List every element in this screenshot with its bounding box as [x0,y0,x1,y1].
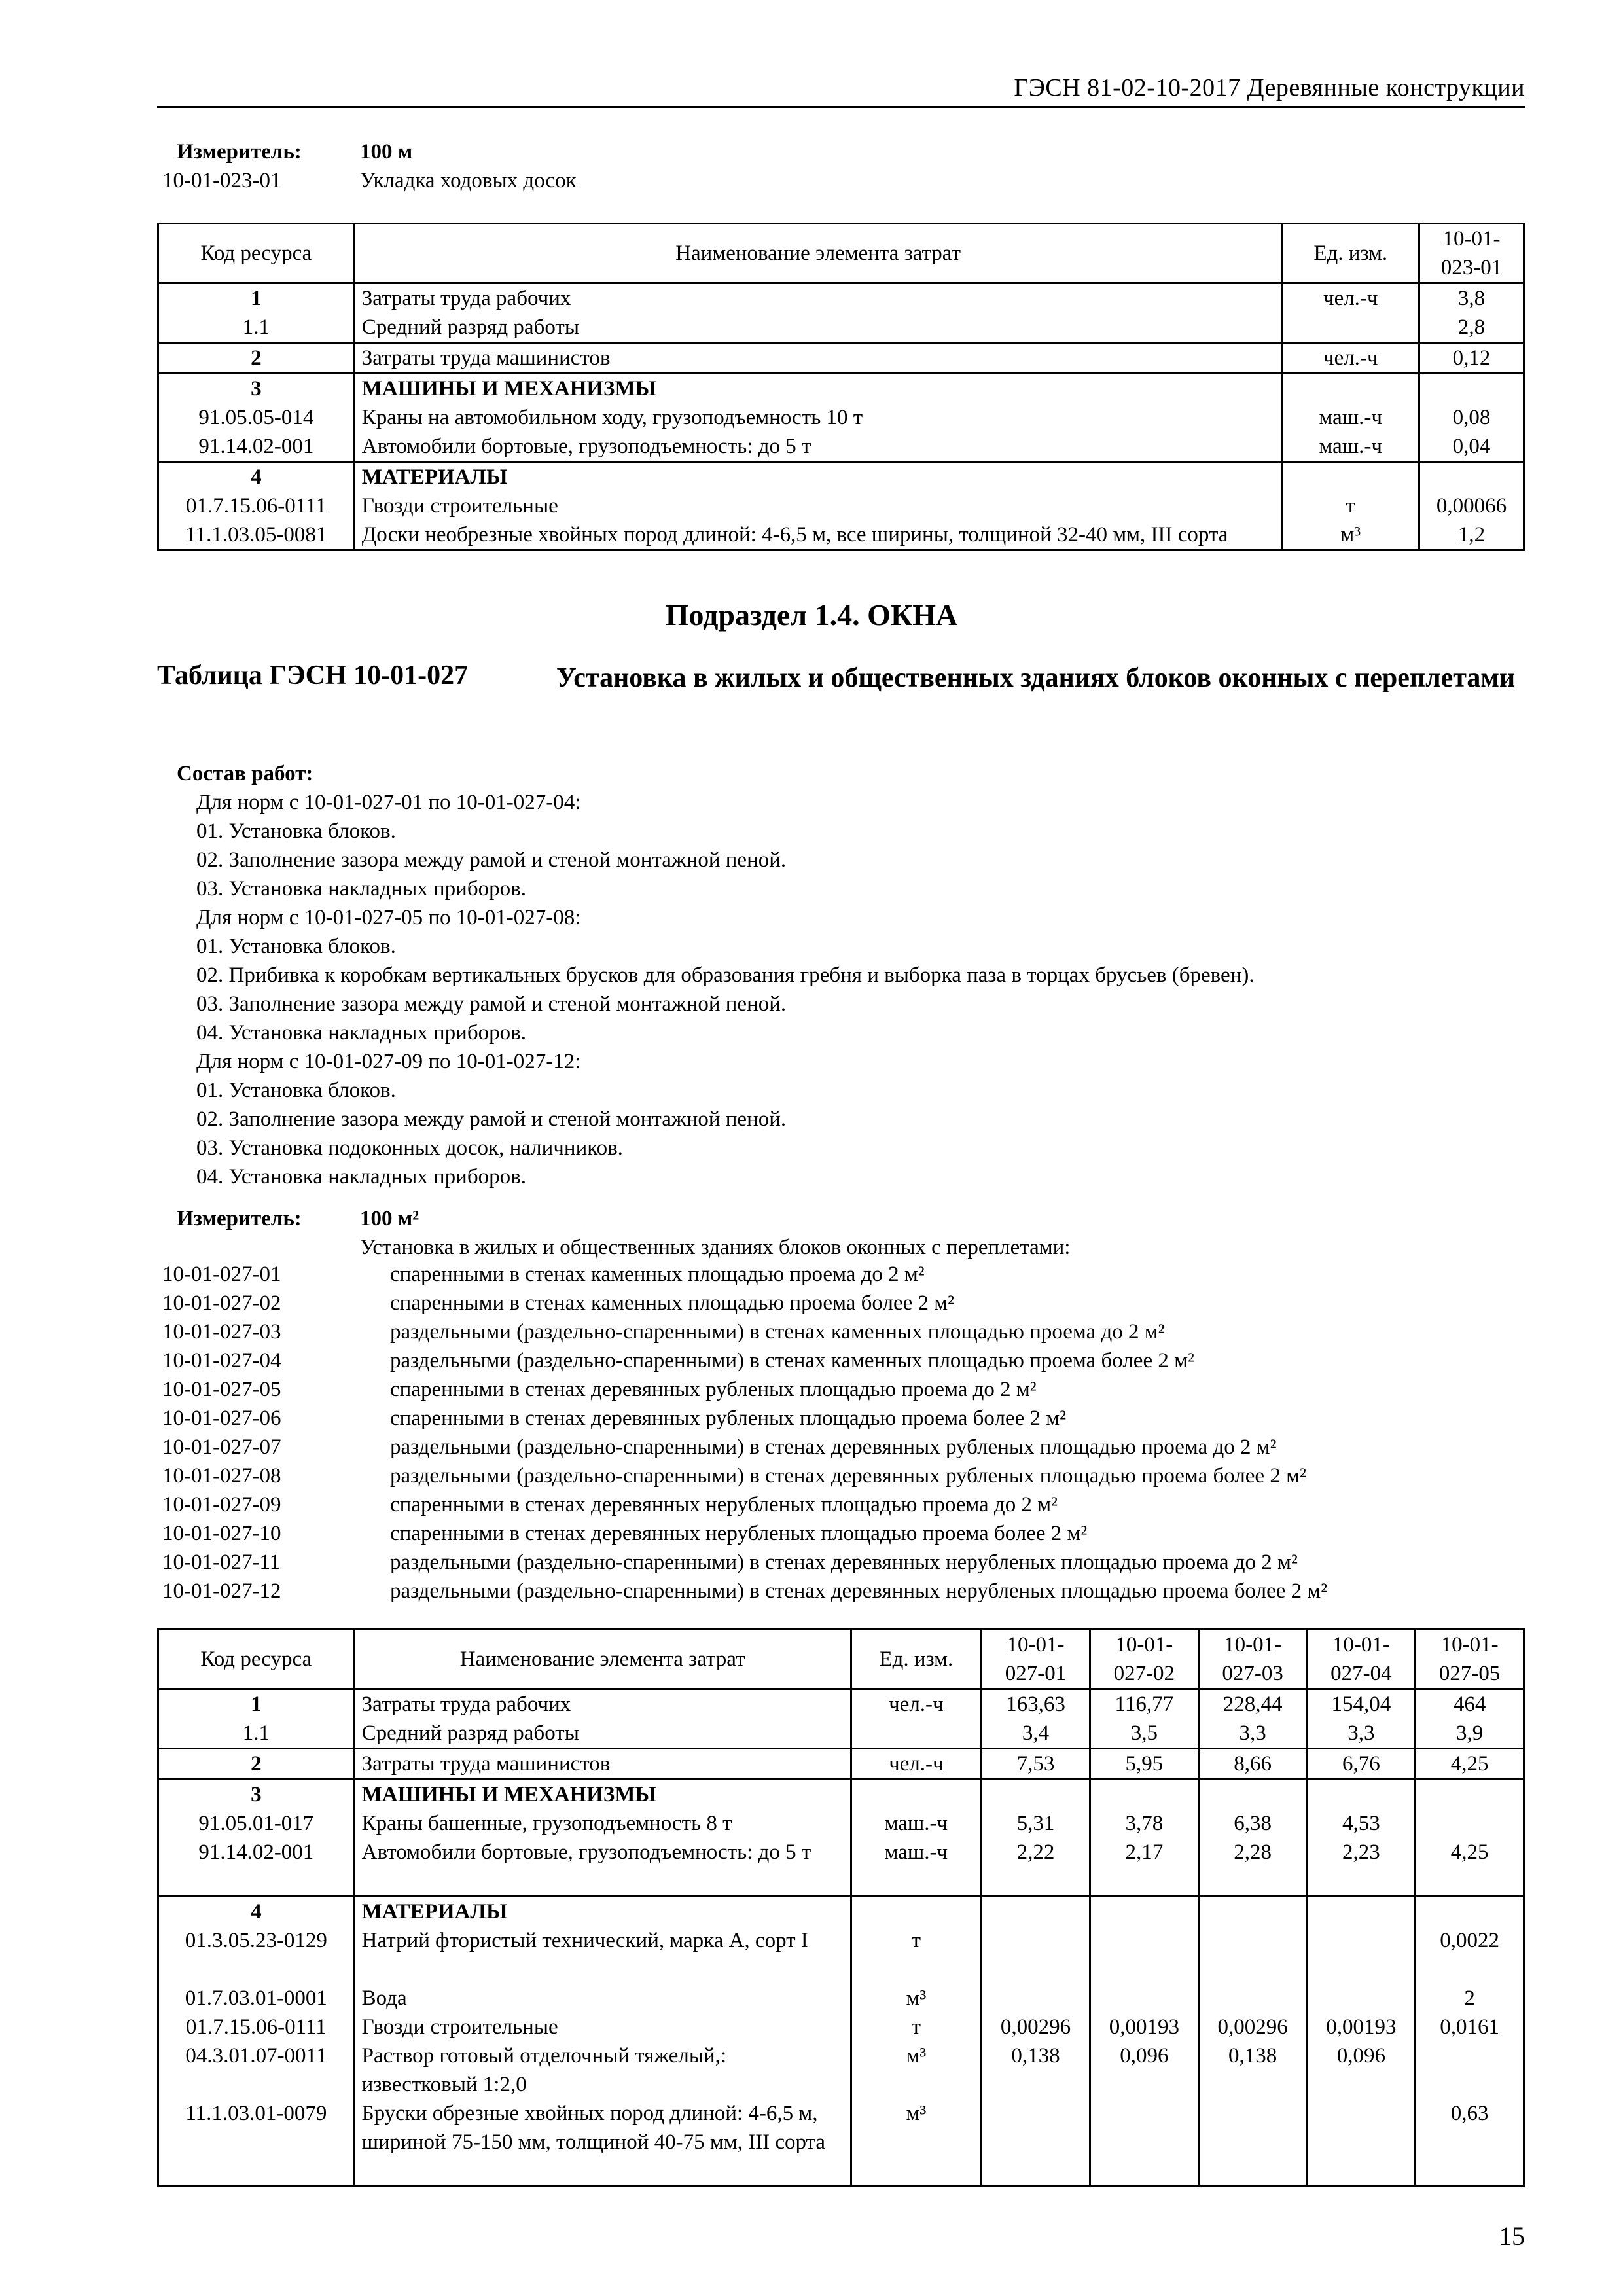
table2-header-norm: 10-01- 027-04 [1307,1630,1416,1689]
table-cell: 3,4 [1022,1721,1050,1745]
resource-table-2 [157,1628,1525,2187]
measure2-value [360,1204,419,1233]
table-cell [989,1984,1082,2013]
table-cell: 11.1.03.05-0081 [185,523,327,547]
table-cell [1314,1984,1408,2013]
table-cell: 0,00296 [1217,2015,1288,2039]
table-cell: маш.-ч [1319,435,1383,458]
works-line: 02. Прибивка к коробкам вертикальных брусков для образования гребня и выборка паза в торцах брусьев (бревен). [196,963,1255,987]
table-cell [1416,1897,1524,2187]
table-cell: 1 [251,287,262,310]
norm-text: раздельными (раздельно-спаренными) в стенах деревянных рубленых площадью проема до 2 м² [390,1435,1277,1459]
section-title: Подраздел 1.4. ОКНА [665,598,958,632]
norm-code: 10-01-027-08 [162,1464,281,1488]
table-cell: 0,12 [1452,346,1491,370]
list-item [162,1346,1327,1375]
works-line: 03. Установка накладных приборов. [196,877,526,901]
table-cell [1206,1955,1300,1984]
works-line: 01. Установка блоков. [196,935,396,958]
table-cell: 3,9 [1456,1721,1484,1745]
table-cell: 6,38 [1234,1812,1272,1835]
table-cell: 01.7.03.01-0001 [185,1986,327,2010]
list-item [162,1519,1327,1548]
table-cell [354,1780,851,1897]
works-line: Для норм с 10-01-027-01 по 10-01-027-04: [196,791,581,814]
table-cell: 2,17 [1125,1840,1164,1864]
table-cell [1282,462,1419,550]
table-cell [859,1719,974,1748]
table-cell: 91.14.02-001 [198,1840,314,1864]
table-cell: 2,23 [1342,1840,1380,1864]
norm-text: спаренными в стенах деревянных нерубленых площадью проема до 2 м² [390,1493,1058,1516]
table-cell: 4,53 [1342,1812,1380,1835]
table-cell: 464 [1453,1693,1486,1716]
table-cell: 0,00193 [1326,2015,1397,2039]
table-cell: МАТЕРИАЛЫ [361,465,508,489]
table-cell: 1.1 [242,1721,270,1745]
measure1-description: Укладка ходовых досок [360,169,577,192]
table-cell: т [911,2015,921,2039]
table-cell: маш.-ч [1319,406,1383,429]
table-cell: 228,44 [1222,1693,1283,1716]
table-cell [1423,2070,1516,2099]
table-cell [158,462,355,550]
works-line: Для норм с 10-01-027-05 по 10-01-027-08: [196,906,581,929]
measure1-label-text: Измеритель: [177,140,302,164]
table2-header-norm: 10-01- 027-01 [982,1630,1090,1689]
table-cell: м³ [1340,523,1361,547]
norm-code: 10-01-027-10 [162,1522,281,1545]
table-cell: 01.7.15.06-0111 [185,2015,327,2039]
table-cell: 11.1.03.01-0079 [185,2102,327,2125]
norm-text: спаренными в стенах деревянных рубленых площадью проема более 2 м² [390,1407,1067,1430]
table-cell: 5,95 [1125,1752,1164,1776]
table-title-description: Установка в жилых и общественных зданиях блоков оконных с переплетами [556,663,1516,693]
table-cell [982,1689,1090,1749]
table-cell: Затраты труда рабочих [361,287,571,310]
table-cell: 0,04 [1452,435,1491,458]
list-item [162,1289,1327,1318]
table-cell: 4,25 [1450,1840,1489,1864]
table-cell: Бруски обрезные хвойных пород длиной: 4-6,5 м, шириной 75-150 мм, толщиной 40-75 мм, III сорта [361,2102,826,2154]
table1-header-unit: Ед. изм. [1282,224,1419,283]
table-cell: 01.7.15.06-0111 [185,494,327,518]
table-cell: Доски необрезные хвойных пород длиной: 4-6,5 м, все ширины, толщиной 32-40 мм, III сорта [361,523,1228,547]
table-cell: 0,08 [1452,406,1491,429]
norm-text: раздельными (раздельно-спаренными) в стенах деревянных нерубленых площадью проема более 2 м² [390,1579,1328,1603]
table2-group-labor [158,1689,1524,1749]
table-cell [1416,1780,1524,1897]
table-cell [851,1749,982,1780]
table-cell [1097,1955,1191,1984]
table-cell [1090,1749,1198,1780]
table-cell [859,1955,974,1984]
table-cell [1416,1689,1524,1749]
table-cell: 0,00066 [1436,494,1507,518]
table1-header-norm: 10-01- 023-01 [1419,224,1524,283]
page-number: 15 [1499,2221,1525,2251]
table-cell [1097,1897,1191,1926]
table-cell: чел.-ч [889,1693,944,1716]
table-cell [1419,374,1524,462]
table-cell [1307,1689,1416,1749]
table-cell [354,462,1282,550]
works-line: 02. Заполнение зазора между рамой и стеной монтажной пеной. [196,848,787,872]
table-cell [851,1897,982,2187]
table1-header-code: Код ресурса [158,224,355,283]
table1-header-row [158,224,1524,283]
works-composition [177,759,1255,1191]
table-cell: чел.-ч [1323,287,1378,310]
table1-header-name: Наименование элемента затрат [354,224,1282,283]
table2-header-norm: 10-01- 027-03 [1198,1630,1307,1689]
table-cell: 04.3.01.07-0011 [185,2044,327,2068]
table-cell: м³ [906,2102,927,2125]
table-cell: 0,63 [1450,2102,1489,2125]
table-cell [1206,1926,1300,1955]
table-cell: Средний разряд работы [361,315,580,339]
table-cell: 163,63 [1006,1693,1065,1716]
table-cell [1314,1955,1408,1984]
table-cell [982,1749,1090,1780]
table-cell: чел.-ч [889,1752,944,1776]
norm-code: 10-01-027-11 [162,1551,281,1574]
table-cell: 1.1 [242,315,270,339]
table2-header-code: Код ресурса [158,1630,355,1689]
table-cell [166,1867,347,1895]
norm-code: 10-01-027-12 [162,1579,281,1603]
table-cell [166,2157,347,2185]
page-header-title: ГЭСН 81-02-10-2017 Деревянные конструкции [1014,74,1525,101]
table2-header-row [158,1630,1524,1689]
table1-group-labor [158,283,1524,343]
table-cell: 91.05.01-017 [198,1812,314,1835]
table-cell [1282,343,1419,374]
table-cell: Натрий фтористый технический, марка А, сорт I [361,1929,808,1952]
works-line: 01. Установка блоков. [196,819,396,843]
norm-text: спаренными в стенах каменных площадью проема более 2 м² [390,1291,955,1315]
table1-names-labor [354,283,1282,343]
table-cell: Затраты труда машинистов [361,1752,611,1776]
table-cell: 2 [251,346,262,370]
table-cell: 0,00296 [1000,2015,1071,2039]
table-cell: 3 [251,377,262,401]
table-cell: 4 [251,465,262,489]
table-cell [1090,1689,1198,1749]
norm-text: спаренными в стенах деревянных рубленых площадью проема до 2 м² [390,1378,1037,1401]
table-cell [1419,343,1524,374]
table-cell [166,2128,347,2157]
table2-group-machinists [158,1749,1524,1780]
table-cell: 3,78 [1125,1812,1164,1835]
table-cell: м³ [906,1986,927,2010]
table-cell: 0,138 [1228,2044,1277,2068]
table-cell [989,1926,1082,1955]
table-cell: Средний разряд работы [361,1721,579,1745]
list-item [162,1260,1327,1289]
norm-code: 10-01-027-04 [162,1349,281,1372]
table-cell: Вода [361,1986,407,2010]
table-cell: Краны на автомобильном ходу, грузоподъемность 10 т [361,406,863,429]
table-cell: 3,3 [1239,1721,1266,1745]
table-cell [989,1780,1082,1809]
norm-code: 10-01-027-05 [162,1378,281,1401]
table-cell: 7,53 [1016,1752,1055,1776]
table-cell [158,1689,355,1749]
measure2-label-text: Измеритель: [177,1207,302,1230]
table2-header-norm: 10-01- 027-05 [1416,1630,1524,1689]
table-cell [1307,1749,1416,1780]
table-cell [982,1780,1090,1897]
table-cell [1314,1926,1408,1955]
table-cell: 2 [251,1752,262,1776]
norm-code: 10-01-027-07 [162,1435,281,1459]
measure2-label [177,1204,302,1233]
table-cell [158,1749,355,1780]
table-cell [859,1897,974,1926]
table-cell [1423,1897,1516,1926]
table-cell [354,374,1282,462]
table-cell: 91.05.05-014 [198,406,314,429]
table-cell: маш.-ч [884,1840,948,1864]
table-cell [1423,1809,1516,1838]
table-cell [158,1780,355,1897]
table-cell: чел.-ч [1323,346,1378,370]
table-cell: 3,5 [1130,1721,1158,1745]
table2-header-norm: 10-01- 027-02 [1090,1630,1198,1689]
table-cell [158,374,355,462]
norm-code: 10-01-027-09 [162,1493,281,1516]
table-cell: 6,76 [1342,1752,1380,1776]
norm-text: спаренными в стенах каменных площадью проема до 2 м² [390,1263,925,1286]
table-cell: Автомобили бортовые, грузоподъемность: до 5 т [361,1840,812,1864]
norm-code: 10-01-027-06 [162,1407,281,1430]
table-cell: 91.14.02-001 [198,435,314,458]
table-cell: маш.-ч [884,1812,948,1835]
measure1-value-text: 100 м [360,140,413,164]
table-cell [851,1689,982,1749]
resource-table-1 [157,223,1525,551]
table-cell [354,1749,851,1780]
table-cell: 0,00193 [1109,2015,1179,2039]
works-line: 04. Установка накладных приборов. [196,1165,526,1189]
list-item [162,1375,1327,1404]
table-cell [1423,1780,1516,1809]
table-cell [859,2070,974,2099]
table-cell: 0,138 [1011,2044,1060,2068]
table-cell [1282,374,1419,462]
list-item [162,1462,1327,1490]
table-cell [1423,2041,1516,2070]
table-cell: 0,096 [1336,2044,1385,2068]
table-cell [1097,1780,1191,1809]
table-cell [1289,313,1412,342]
table-cell: Затраты труда машинистов [361,346,611,370]
table-cell [354,343,1282,374]
table-cell [1289,463,1412,492]
table-cell [1206,1984,1300,2013]
works-line: 02. Заполнение зазора между рамой и стеной монтажной пеной. [196,1107,787,1131]
table-cell [166,1955,347,1984]
list-item [162,1577,1327,1605]
table-cell [1198,1749,1307,1780]
measure1-value [360,137,412,166]
table-cell: Затраты труда рабочих [361,1693,571,1716]
works-line: 03. Установка подоконных досок, наличников. [196,1136,623,1160]
table-cell: 2 [1464,1986,1475,2010]
table-cell: 2,28 [1234,1840,1272,1864]
norm-text: раздельными (раздельно-спаренными) в стенах каменных площадью проема до 2 м² [390,1320,1165,1344]
table-cell [1307,1897,1416,2187]
table-cell [1289,374,1412,403]
table-title-code: Таблица ГЭСН 10-01-027 [157,660,469,691]
list-item [162,1490,1327,1519]
table-cell: 2,22 [1016,1840,1055,1864]
table2-header-name: Наименование элемента затрат [354,1630,851,1689]
table-cell [1427,463,1516,492]
table-cell: 116,77 [1115,1693,1174,1716]
table-cell: 4,25 [1450,1752,1489,1776]
list-item [162,1548,1327,1577]
norm-text: раздельными (раздельно-спаренными) в стенах деревянных рубленых площадью проема более 2 м² [390,1464,1306,1488]
list-item [162,1433,1327,1462]
table-cell [1097,1984,1191,2013]
table1-group-machinists [158,343,1524,374]
table-cell [851,1780,982,1897]
table-cell [1314,1780,1408,1809]
table-cell [982,1897,1090,2187]
table-cell: 01.3.05.23-0129 [185,1929,327,1952]
table-cell: Автомобили бортовые, грузоподъемность: до 5 т [361,435,812,458]
table-cell [1198,1780,1307,1897]
table-cell: Гвозди строительные [361,2015,558,2039]
measure2-intro: Установка в жилых и общественных зданиях блоков оконных с переплетами: [360,1236,1071,1259]
norm-code: 10-01-027-03 [162,1320,281,1344]
table-cell: 0,0161 [1440,2015,1499,2039]
table-cell [1423,1955,1516,1984]
norm-text: спаренными в стенах деревянных нерубленых площадью проема более 2 м² [390,1522,1088,1545]
table-cell [354,1897,851,2187]
norm-text: раздельными (раздельно-спаренными) в стенах каменных площадью проема более 2 м² [390,1349,1194,1372]
table-cell: 154,04 [1331,1693,1391,1716]
table-cell [1427,374,1516,403]
table-cell: МАТЕРИАЛЫ [361,1900,508,1924]
table-cell [354,1689,851,1749]
table-cell [166,2070,347,2099]
norm-code: 10-01-027-01 [162,1263,281,1286]
table1-values-labor [1419,283,1524,343]
table-cell: МАШИНЫ И МЕХАНИЗМЫ [361,377,657,401]
table-cell [989,1897,1082,1926]
table-cell: т [911,1929,921,1952]
header-divider [157,106,1525,108]
table-cell: 1 [251,1693,262,1716]
table-cell [859,1780,974,1809]
table-cell: 0,0022 [1440,1929,1499,1952]
works-title: Состав работ: [177,762,313,785]
table-cell [1090,1897,1198,2187]
list-item [162,1318,1327,1346]
table-cell: 8,66 [1234,1752,1272,1776]
works-line: 04. Установка накладных приборов. [196,1021,526,1045]
table2-group-materials [158,1897,1524,2187]
table-cell: 3,3 [1347,1721,1375,1745]
table-cell [1206,1897,1300,1926]
norm-code: 10-01-027-02 [162,1291,281,1315]
measure2-value-text: 100 м² [360,1207,419,1230]
works-line: Для норм с 10-01-027-09 по 10-01-027-12: [196,1050,581,1073]
table-cell [1314,1897,1408,1926]
table2-header-unit: Ед. изм. [851,1630,982,1689]
measure1-code: 10-01-023-01 [162,169,281,192]
works-line: 01. Установка блоков. [196,1079,396,1102]
table-cell [158,343,355,374]
table-cell [1307,1780,1416,1897]
works-line: 03. Заполнение зазора между рамой и стеной монтажной пеной. [196,992,787,1016]
table-cell [1416,1749,1524,1780]
norm-code-list [162,1260,1327,1605]
table-cell [1097,1926,1191,1955]
table-cell: 4 [251,1900,262,1924]
table-cell [1419,462,1524,550]
table-cell: Краны башенные, грузоподъемность 8 т [361,1812,732,1835]
table-cell: 3,8 [1457,287,1486,310]
norm-text: раздельными (раздельно-спаренными) в стенах деревянных нерубленых площадью проема до 2 м² [390,1551,1298,1574]
table-cell: 2,8 [1457,315,1486,339]
table1-group-machines [158,374,1524,462]
table-cell [1198,1897,1307,2187]
table-cell: МАШИНЫ И МЕХАНИЗМЫ [361,1783,656,1806]
table-cell [989,1955,1082,1984]
table-cell [1206,1780,1300,1809]
table-cell [1198,1689,1307,1749]
list-item [162,1404,1327,1433]
table-cell: Раствор готовый отделочный тяжелый,: известковый 1:2,0 [361,2044,727,2096]
table2-group-machines [158,1780,1524,1897]
table1-group-materials [158,462,1524,550]
table-cell: м³ [906,2044,927,2068]
table-cell [158,1897,355,2187]
table1-codes-labor [158,283,355,343]
table-cell: 5,31 [1016,1812,1055,1835]
table-cell: 3 [251,1783,262,1806]
table1-units-labor [1282,283,1419,343]
table-cell: 0,096 [1120,2044,1169,2068]
table-cell: т [1346,494,1355,518]
measure1-label [177,137,302,166]
table-cell: 1,2 [1457,523,1486,547]
table-cell: Гвозди строительные [361,494,558,518]
table-cell [1090,1780,1198,1897]
